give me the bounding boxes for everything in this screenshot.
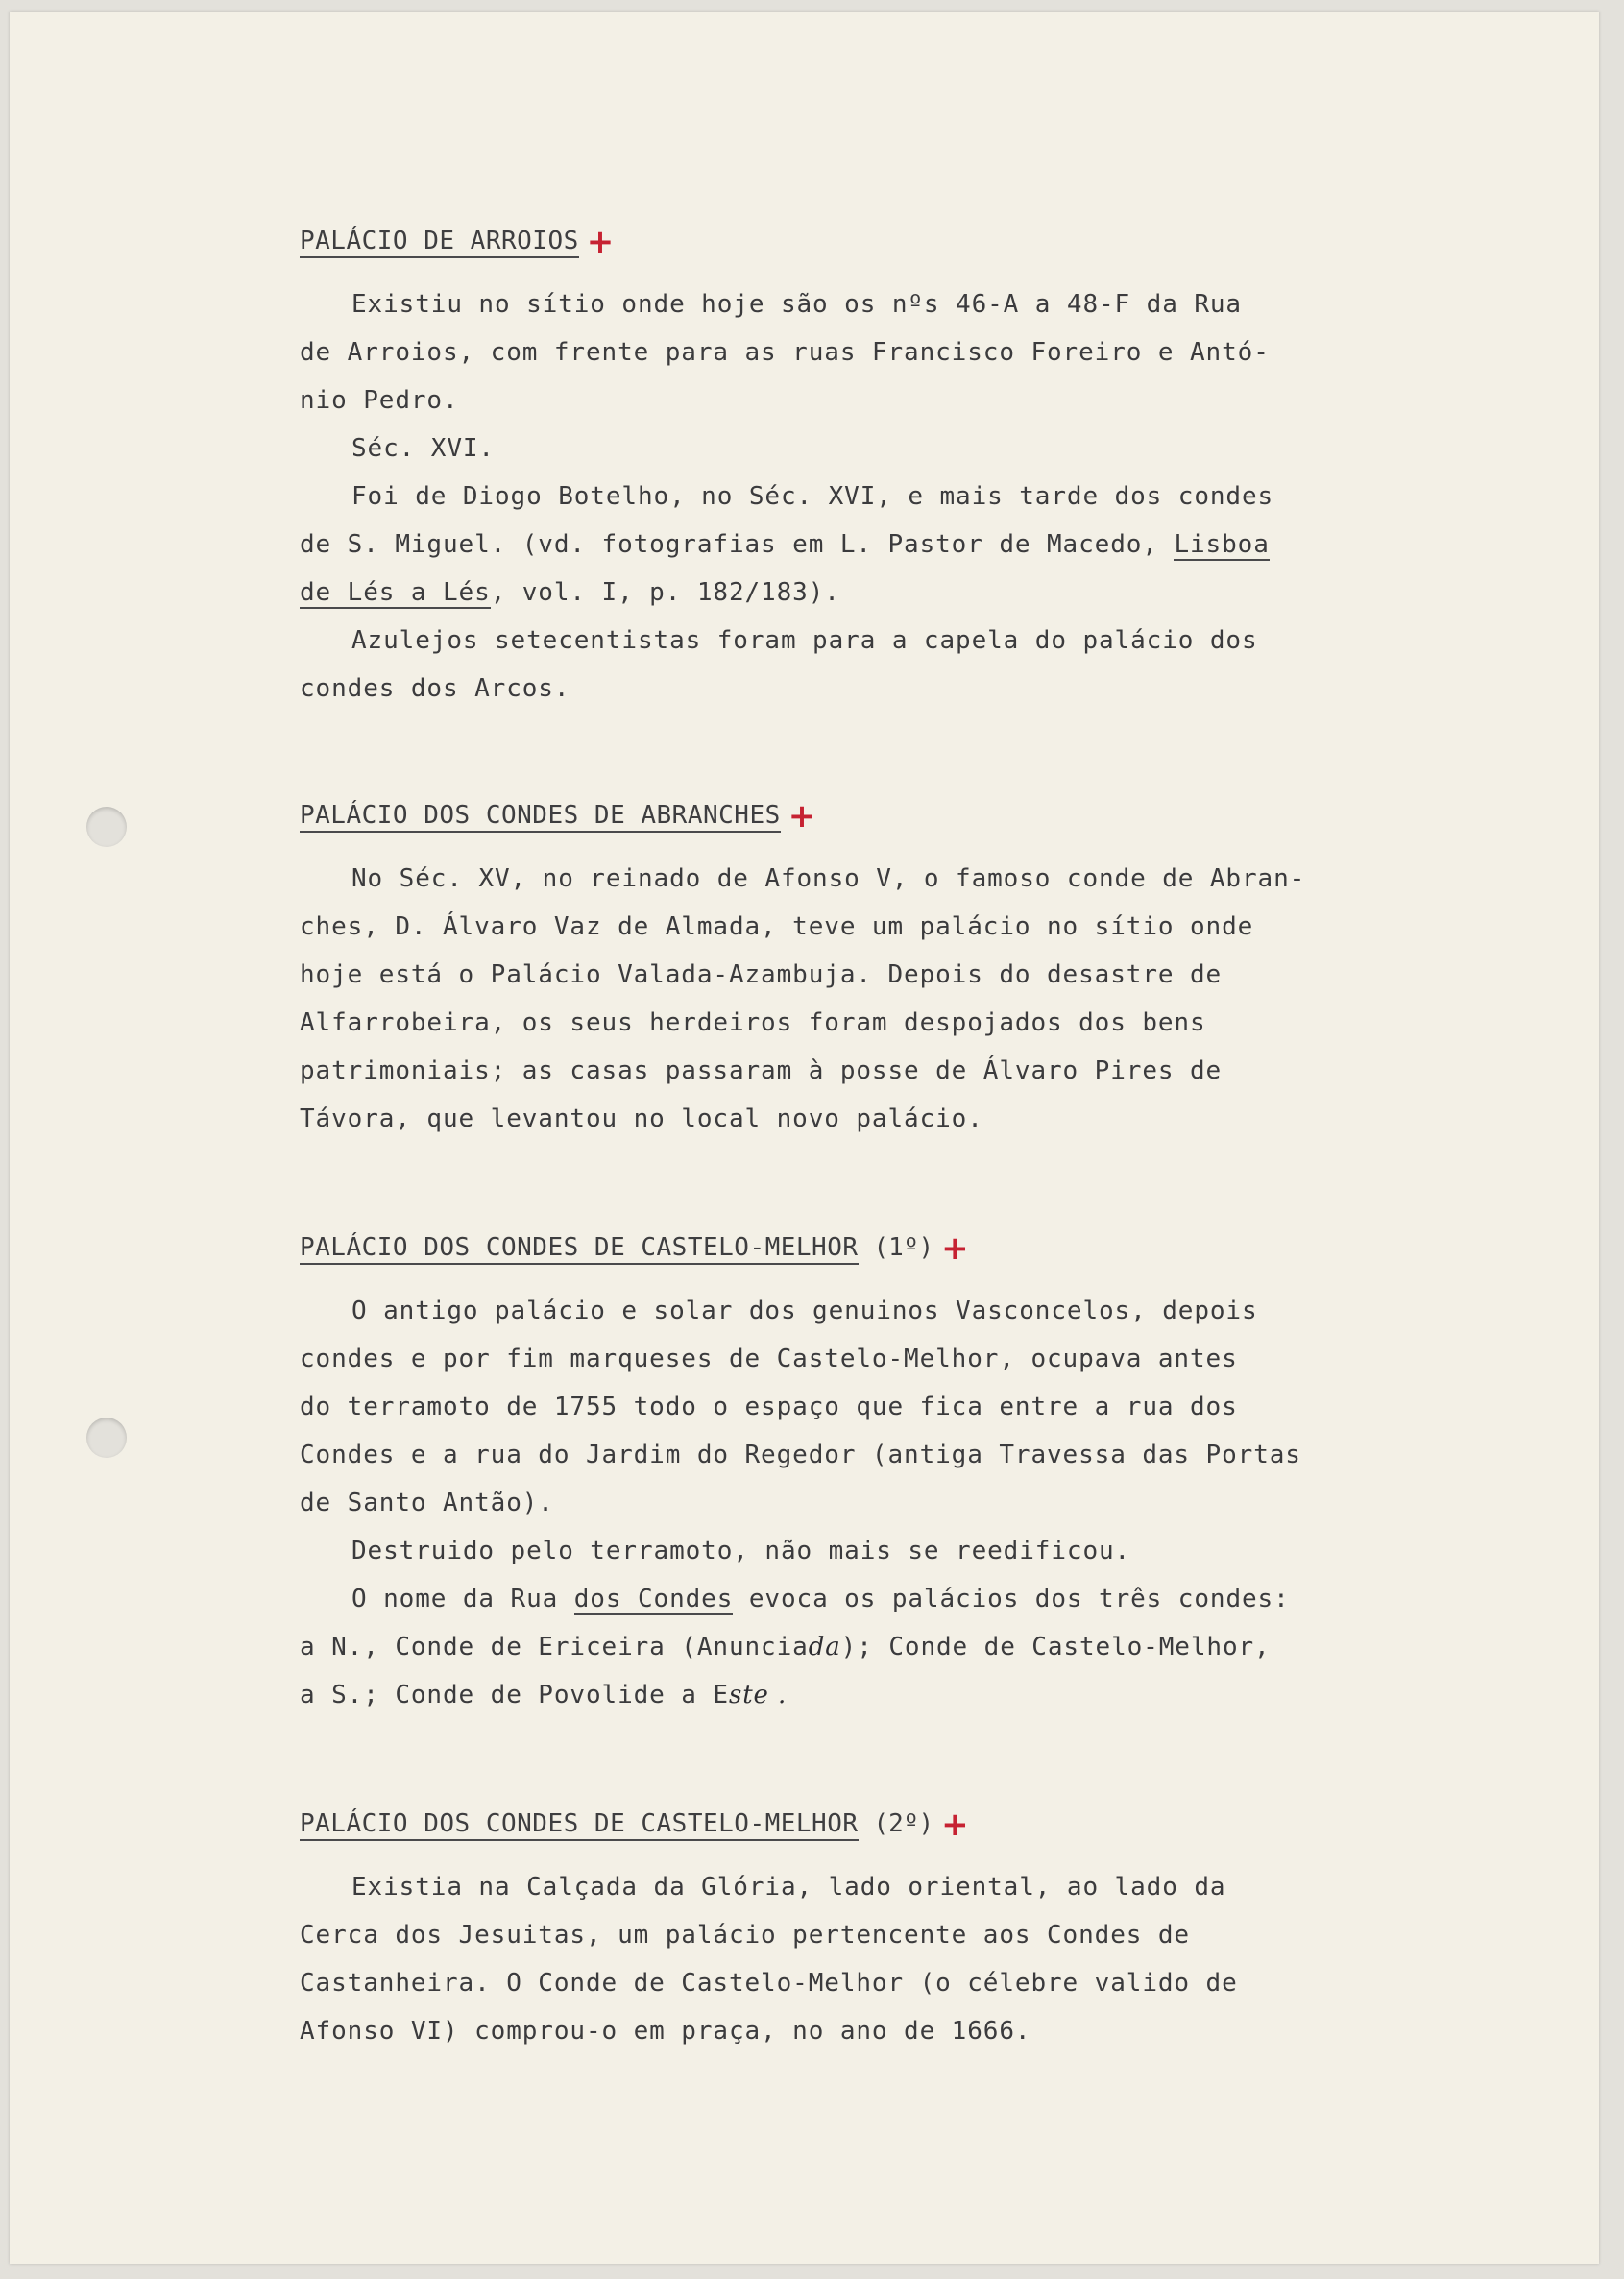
text-line: patrimoniais; as casas passaram à posse de Álvaro Pires de xyxy=(300,1056,1223,1085)
section-heading xyxy=(300,223,614,261)
text-line: O antigo palácio e solar dos genuinos Vasconcelos, depois xyxy=(351,1297,1258,1325)
text-line: Cerca dos Jesuitas, um palácio pertencente aos Condes de xyxy=(300,1921,1190,1950)
text-fragment: evoca os palácios dos três condes: xyxy=(733,1585,1290,1613)
text-fragment: ); Conde de Castelo-Melhor, xyxy=(840,1633,1271,1661)
red-cross-mark: + xyxy=(788,797,816,836)
section-heading xyxy=(300,1806,969,1844)
text-line: de Santo Antão). xyxy=(300,1489,554,1517)
section-number: (2º) xyxy=(873,1809,934,1838)
section-title: PALÁCIO DOS CONDES DE CASTELO-MELHOR xyxy=(300,1233,859,1265)
text-fragment: de S. Miguel. (vd. fotografias em L. Pastor de Macedo, xyxy=(300,530,1175,559)
text-line: de Arroios, com frente para as ruas Francisco Foreiro e Antó- xyxy=(300,338,1270,367)
section-number: (1º) xyxy=(873,1233,934,1262)
punch-hole-upper xyxy=(86,807,127,847)
text-fragment: a S.; Conde de Povolide a E xyxy=(300,1681,729,1709)
text-line: Destruido pelo terramoto, não mais se reedificou. xyxy=(351,1537,1131,1565)
text-line: Afonso VI) comprou-o em praça, no ano de 1666. xyxy=(300,2017,1031,2046)
section-title: PALÁCIO DOS CONDES DE ABRANCHES xyxy=(300,801,781,833)
red-cross-mark: + xyxy=(941,1229,969,1268)
text-line xyxy=(351,1585,1290,1613)
text-line: Alfarrobeira, os seus herdeiros foram despojados dos bens xyxy=(300,1008,1206,1037)
text-line: Existia na Calçada da Glória, lado oriental, ao lado da xyxy=(351,1873,1226,1902)
text-line: Távora, que levantou no local novo palácio. xyxy=(300,1104,983,1133)
text-line: Castanheira. O Conde de Castelo-Melhor (o célebre valido de xyxy=(300,1969,1238,1998)
red-cross-mark: + xyxy=(586,223,615,261)
text-line: Foi de Diogo Botelho, no Séc. XVI, e mais tarde dos condes xyxy=(351,482,1274,511)
text-line: condes e por fim marqueses de Castelo-Melhor, ocupava antes xyxy=(300,1345,1238,1373)
text-line: Existiu no sítio onde hoje são os nºs 46-A a 48-F da Rua xyxy=(351,290,1242,319)
handwritten-correction: ste . xyxy=(728,1681,788,1709)
section-heading xyxy=(300,797,815,836)
text-line xyxy=(300,1633,1271,1661)
section-title: PALÁCIO DOS CONDES DE CASTELO-MELHOR xyxy=(300,1809,859,1841)
punch-hole-lower xyxy=(86,1418,127,1458)
text-line: ches, D. Álvaro Vaz de Almada, teve um palácio no sítio onde xyxy=(300,912,1254,941)
text-fragment: a N., Conde de Ericeira (Anuncia xyxy=(300,1633,809,1661)
book-title-underlined: de Lés a Lés xyxy=(300,578,491,607)
street-name-underlined: dos Condes xyxy=(573,1585,734,1613)
text-line: do terramoto de 1755 todo o espaço que fica entre a rua dos xyxy=(300,1393,1238,1421)
handwritten-correction: da xyxy=(808,1633,841,1661)
section-title: PALÁCIO DE ARROIOS xyxy=(300,227,579,258)
text-line: nio Pedro. xyxy=(300,386,459,415)
paper-sheet xyxy=(10,12,1599,2264)
text-line: Séc. XVI. xyxy=(351,434,495,463)
text-line xyxy=(300,530,1270,559)
section-heading xyxy=(300,1229,969,1268)
text-line xyxy=(300,1681,787,1709)
text-line: Azulejos setecentistas foram para a capela do palácio dos xyxy=(351,626,1258,655)
text-line xyxy=(300,578,840,607)
text-line: hoje está o Palácio Valada-Azambuja. Depois do desastre de xyxy=(300,960,1223,989)
red-cross-mark: + xyxy=(941,1806,969,1844)
text-line: Condes e a rua do Jardim do Regedor (antiga Travessa das Portas xyxy=(300,1441,1301,1469)
text-fragment: , vol. I, p. 182/183). xyxy=(490,578,840,607)
text-line: No Séc. XV, no reinado de Afonso V, o famoso conde de Abran- xyxy=(351,864,1306,893)
text-line: condes dos Arcos. xyxy=(300,674,570,703)
text-fragment: O nome da Rua xyxy=(351,1585,574,1613)
book-title-underlined: Lisboa xyxy=(1174,530,1270,559)
